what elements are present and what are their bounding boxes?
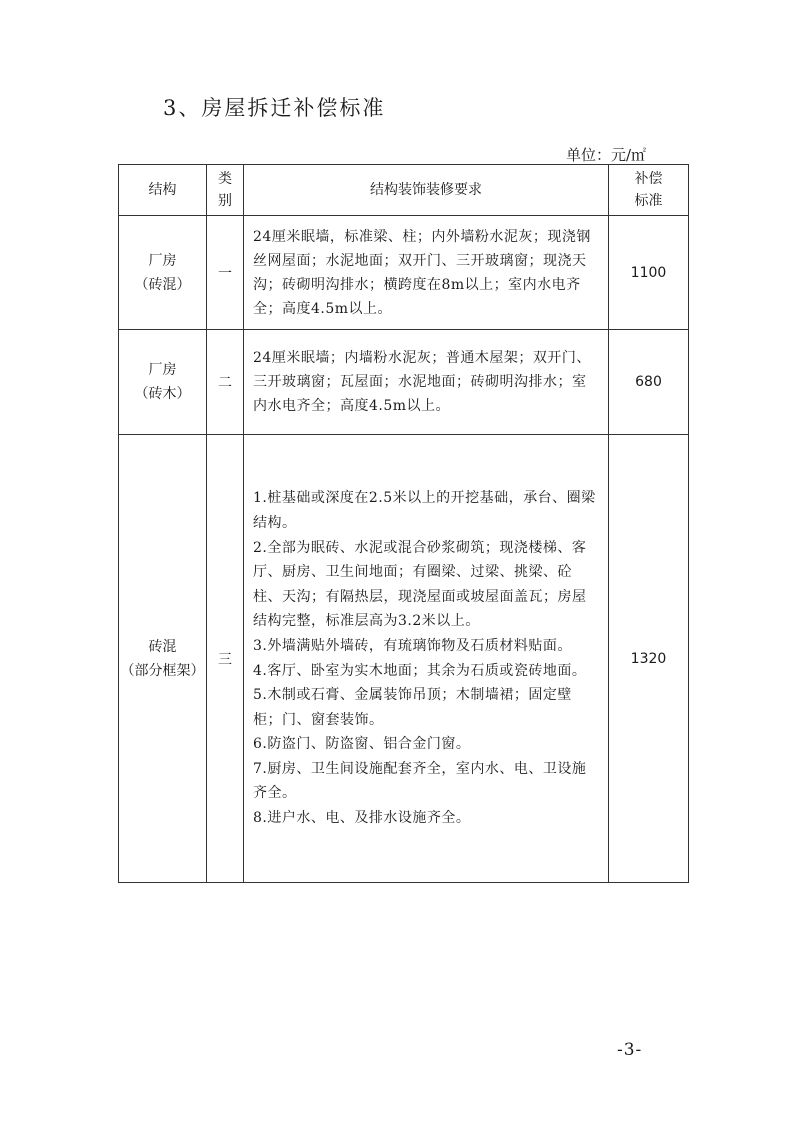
requirement-item: 4.客厅、卧室为实木地面；其余为石质或瓷砖地面。	[253, 662, 587, 679]
table-header-row	[119, 165, 689, 216]
category-cell: 一	[207, 216, 244, 330]
header-category: 类别	[207, 165, 244, 216]
requirement-item: 8.进户水、电、及排水设施齐全。	[253, 810, 471, 827]
structure-name: 砖混	[148, 638, 177, 655]
header-structure: 结构	[119, 165, 207, 216]
header-compensation: 补偿标准	[609, 165, 689, 216]
structure-material: （砖混）	[134, 276, 191, 293]
structure-name: 厂房	[148, 362, 177, 378]
table-row	[119, 330, 689, 435]
table-row	[119, 435, 689, 883]
structure-cell	[119, 435, 207, 883]
category-cell: 二	[207, 330, 244, 435]
requirement-item: 3.外墙满贴外墙砖，有琉璃饰物及石质材料贴面。	[253, 637, 572, 654]
requirements-cell: 24厘米眠墙；内墙粉水泥灰；普通木屋架；双开门、三开玻璃窗；瓦屋面；水泥地面；砖砌明沟排水；室内水电齐全；高度4.5m以上。	[244, 330, 609, 435]
compensation-cell: 1100	[609, 216, 689, 330]
section-heading: 3、房屋拆迁补偿标准	[163, 96, 386, 120]
requirement-item: 7.厨房、卫生间设施配套齐全，室内水、电、卫设施齐全。	[253, 760, 587, 802]
header-requirements: 结构装饰装修要求	[244, 165, 609, 216]
structure-cell	[119, 330, 207, 435]
compensation-cell: 680	[609, 330, 689, 435]
structure-cell	[119, 216, 207, 330]
requirement-item: 5.木制或石膏、金属装饰吊顶；木制墙裙；固定壁柜；门、窗套装饰。	[253, 687, 572, 728]
structure-name: 厂房	[148, 252, 177, 269]
compensation-table	[118, 164, 689, 883]
category-cell: 三	[207, 435, 244, 883]
requirement-item: 1.桩基础或深度在2.5米以上的开挖基础，承台、圈梁结构。	[253, 490, 596, 531]
structure-material: （部分框架）	[120, 662, 205, 679]
requirements-cell: 24厘米眠墙，标准梁、柱；内外墙粉水泥灰；现浇钢丝网屋面；水泥地面；双开门、三开玻璃窗；现浇天沟；砖砌明沟排水；横跨度在8m以上；室内水电齐全；高度4.5m以上。	[244, 216, 609, 330]
structure-material: （砖木）	[134, 386, 191, 402]
unit-label: 单位：元/㎡	[566, 146, 647, 164]
requirements-cell	[244, 435, 609, 883]
page-number: -3-	[617, 1040, 643, 1060]
table-row	[119, 216, 689, 330]
requirement-item: 6.防盗门、防盗窗、铝合金门窗。	[253, 736, 471, 753]
requirement-item: 2.全部为眠砖、水泥或混合砂浆砌筑；现浇楼梯、客厅、厨房、卫生间地面；有圈梁、过梁、挑梁、砼柱、天沟；有隔热层，现浇屋面或坡屋面盖瓦；房屋结构完整，标准层高为3.2米以上。	[253, 539, 587, 630]
compensation-cell: 1320	[609, 435, 689, 883]
